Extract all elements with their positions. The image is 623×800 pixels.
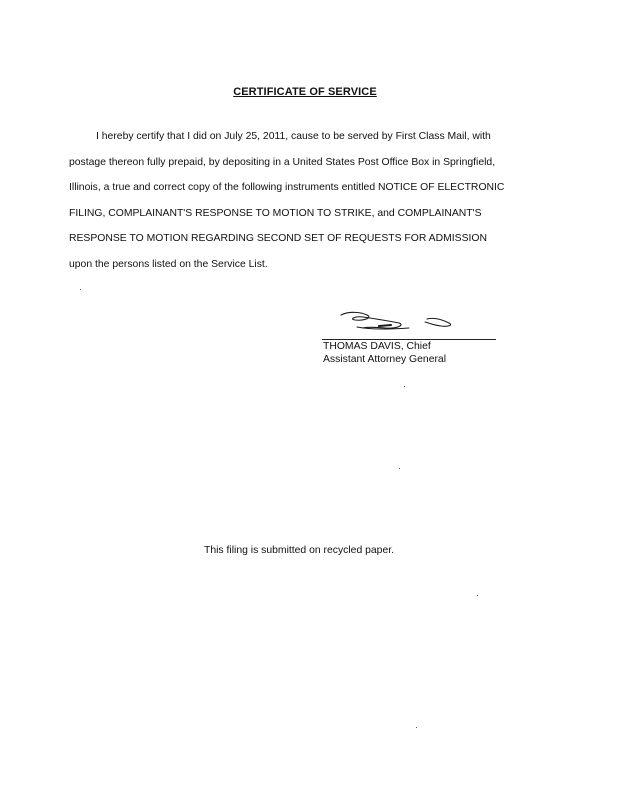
body-line: FILING, COMPLAINANT'S RESPONSE TO MOTION TO STRIKE, and COMPLAINANT'S bbox=[69, 207, 482, 219]
signer-name: THOMAS DAVIS, Chief bbox=[323, 341, 431, 352]
handwritten-signature bbox=[333, 307, 463, 337]
body-line: postage thereon fully prepaid, by depositing in a United States Post Office Box in Springfield, bbox=[69, 156, 496, 168]
signer-title: Assistant Attorney General bbox=[323, 353, 447, 365]
recycled-paper-note: This filing is submitted on recycled paper. bbox=[204, 545, 395, 556]
body-line: Illinois, a true and correct copy of the following instruments entitled NOTICE OF ELECTRONIC bbox=[69, 182, 505, 194]
document-title: CERTIFICATE OF SERVICE bbox=[233, 86, 377, 98]
signature-line bbox=[322, 339, 496, 340]
signer-block bbox=[323, 341, 446, 366]
body-line: RESPONSE TO MOTION REGARDING SECOND SET OF REQUESTS FOR ADMISSION bbox=[69, 233, 487, 245]
scan-speck bbox=[477, 595, 478, 596]
scan-speck bbox=[399, 468, 400, 469]
body-line: upon the persons listed on the Service List. bbox=[69, 258, 268, 270]
scan-speck bbox=[404, 386, 405, 387]
scan-speck bbox=[80, 289, 81, 290]
certificate-body bbox=[69, 124, 539, 278]
body-line: I hereby certify that I did on July 25, 2011, cause to be served by First Class Mail, with bbox=[96, 131, 491, 142]
scan-speck bbox=[416, 727, 417, 728]
